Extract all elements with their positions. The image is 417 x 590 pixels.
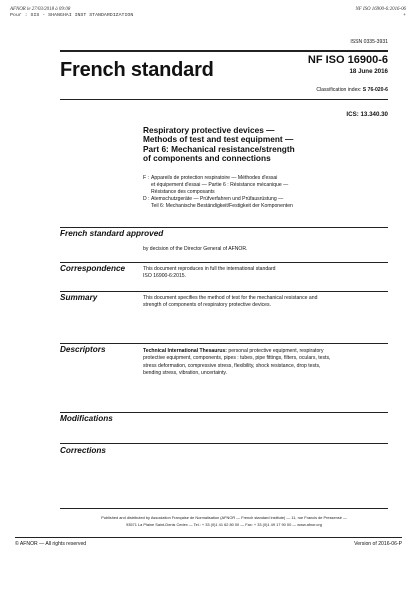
translation-french bbox=[143, 175, 293, 196]
stamp-reference: NF ISO 16900-6:2016-06 bbox=[355, 7, 406, 12]
descriptors-label: Descriptors bbox=[60, 345, 106, 354]
publisher-line: 93571 La Plaine Saint-Denis Cedex — Tel.: + 33 (0)1 41 62 80 00 — Fax: + 33 (0)1 49 17 90 00 — www.afnor.org bbox=[126, 521, 322, 527]
document-number: NF ISO 16900-6 bbox=[307, 54, 388, 66]
translation-line: Atemschutzgeräte — Prüfverfahren und Prüfausrüstung — bbox=[151, 196, 284, 203]
corrections-rule bbox=[60, 443, 388, 444]
corrections-label: Corrections bbox=[60, 446, 106, 455]
summary-rule bbox=[60, 291, 388, 292]
bottom-rule bbox=[15, 537, 402, 538]
title-line: of components and connections bbox=[143, 153, 271, 164]
text-line: ISO 16900-6:2015. bbox=[143, 273, 187, 280]
title-line: Respiratory protective devices — bbox=[143, 125, 275, 135]
descriptors-text bbox=[143, 348, 388, 377]
correspondence-text bbox=[143, 266, 388, 281]
summary-text bbox=[143, 295, 388, 310]
text-line: This document specifies the method of test for the mechanical resistance and bbox=[143, 295, 318, 301]
document-date: 18 June 2016 bbox=[349, 68, 388, 75]
approved-text: by decision of the Director General of AFNOR. bbox=[143, 246, 248, 252]
stamp-date: AFNOR le 27/03/2018 à 09:08 bbox=[10, 7, 71, 12]
text-line: strength of components of respiratory protective devices. bbox=[143, 302, 271, 309]
footer-rule bbox=[60, 508, 388, 509]
translation-prefix: F : bbox=[143, 175, 149, 181]
classification-index bbox=[316, 87, 388, 93]
correspondence-label: Correspondence bbox=[60, 264, 126, 273]
document-title bbox=[143, 126, 295, 164]
text-line: This document reproduces in full the international standard bbox=[143, 266, 276, 272]
translation-line: et équipement d'essai — Partie 6 : Résistance mécanique — bbox=[151, 182, 289, 189]
approved-rule bbox=[60, 227, 388, 228]
text-line: protective equipment, components, pipes : tubes, pipe fittings, filters, oculars, tests, bbox=[143, 355, 331, 362]
classification-value: S 76-020-6 bbox=[362, 87, 388, 93]
copyright: © AFNOR — All rights reserved bbox=[15, 541, 87, 547]
classification-rule bbox=[60, 99, 388, 100]
ics-code: ICS: 13.340.30 bbox=[346, 111, 388, 118]
descriptors-rule bbox=[60, 343, 388, 344]
issn: ISSN 0335-3931 bbox=[350, 39, 388, 45]
text-line: bending stress, vibration, uncertainty. bbox=[143, 369, 227, 376]
classification-label: Classification index: bbox=[316, 87, 363, 93]
title-line: Part 6: Mechanical resistance/strength bbox=[143, 143, 295, 154]
translation-line: Teil 6: Mechanische Beständigkeit/Festigkeit der Komponenten bbox=[151, 203, 293, 210]
publisher-notice bbox=[60, 515, 388, 528]
stamp-recipient: Pour : SIS - SHANGHAI INST STANDARDIZATION bbox=[10, 13, 134, 18]
document-type: French standard bbox=[60, 59, 214, 81]
correspondence-rule bbox=[60, 262, 388, 263]
stamp-plus: + bbox=[403, 13, 406, 18]
version: Version of 2016-06-P bbox=[354, 541, 402, 547]
text-line: stress deformation, compressive stress, flexibility, shock resistance, drop tests, bbox=[143, 362, 321, 369]
header-rule bbox=[60, 50, 388, 52]
approved-label: French standard approved bbox=[60, 229, 164, 238]
text-line bbox=[143, 348, 388, 355]
title-translations bbox=[143, 175, 293, 210]
summary-label: Summary bbox=[60, 293, 98, 302]
modifications-label: Modifications bbox=[60, 414, 113, 423]
translation-prefix: D : bbox=[143, 196, 150, 203]
title-line: Methods of test and test equipment — bbox=[143, 134, 294, 145]
modifications-rule bbox=[60, 412, 388, 413]
publisher-line: Published and distributed by Association Française de Normalisation (AFNOR — French standard institute) — 11, rue Francis de Pressensé — bbox=[101, 515, 347, 520]
translation-line: Appareils de protection respiratoire — Méthodes d'essai bbox=[151, 175, 278, 181]
translation-line: Résistance des composants bbox=[151, 189, 215, 196]
translation-german bbox=[143, 196, 293, 210]
text-fragment: personal protective equipment, respiratory bbox=[226, 348, 324, 354]
thesaurus-label: Technical International Thesaurus: bbox=[143, 348, 227, 354]
